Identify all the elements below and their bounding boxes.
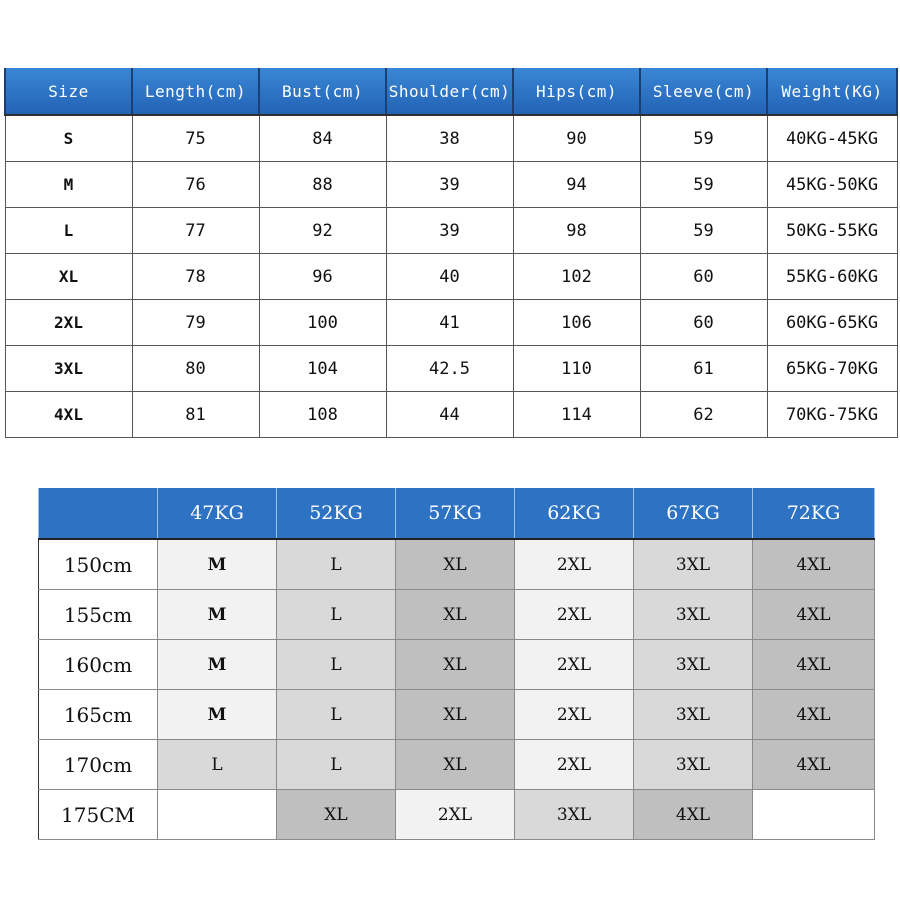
- table-row: [39, 740, 875, 790]
- table-row: [5, 254, 897, 300]
- size-recommendation-cell: XL: [277, 790, 396, 840]
- sleeve-cell: 59: [640, 115, 767, 162]
- table-row: [5, 300, 897, 346]
- size-recommendation-cell: 3XL: [634, 740, 753, 790]
- size-label-cell: 4XL: [5, 392, 132, 438]
- size-recommendation-cell: 4XL: [753, 539, 875, 590]
- table-row: [5, 208, 897, 254]
- weight-cell: 65KG-70KG: [767, 346, 897, 392]
- table-row: [39, 539, 875, 590]
- height-label-cell: 150cm: [39, 539, 158, 590]
- bust-cell: 108: [259, 392, 386, 438]
- size-chart-table: [4, 68, 898, 438]
- size-recommendation-cell: M: [158, 690, 277, 740]
- size-recommendation-cell: 4XL: [753, 690, 875, 740]
- weight-header: 47KG: [158, 488, 277, 539]
- weight-header-row: [39, 488, 875, 539]
- height-label-cell: 165cm: [39, 690, 158, 740]
- size-recommendation-cell: 4XL: [753, 590, 875, 640]
- height-label-cell: 175CM: [39, 790, 158, 840]
- height-label-cell: 155cm: [39, 590, 158, 640]
- weight-cell: 45KG-50KG: [767, 162, 897, 208]
- weight-header: 72KG: [753, 488, 875, 539]
- hips-cell: 90: [513, 115, 640, 162]
- weight-header: 52KG: [277, 488, 396, 539]
- length-cell: 76: [132, 162, 259, 208]
- size-recommendation-cell: 3XL: [634, 539, 753, 590]
- size-recommendation-cell: 2XL: [515, 590, 634, 640]
- size-label-cell: L: [5, 208, 132, 254]
- size-recommendation-cell: XL: [396, 590, 515, 640]
- table-row: [5, 346, 897, 392]
- length-cell: 80: [132, 346, 259, 392]
- size-recommendation-cell: 3XL: [634, 640, 753, 690]
- size-chart-header-row: [5, 68, 897, 115]
- size-label-cell: S: [5, 115, 132, 162]
- weight-header: 62KG: [515, 488, 634, 539]
- size-recommendation-cell: XL: [396, 640, 515, 690]
- hips-cell: 106: [513, 300, 640, 346]
- sleeve-cell: 59: [640, 162, 767, 208]
- size-chart-header: Hips(cm): [513, 68, 640, 115]
- size-recommendation-cell: 2XL: [515, 640, 634, 690]
- size-recommendation-cell: L: [277, 740, 396, 790]
- size-chart-header: Bust(cm): [259, 68, 386, 115]
- weight-cell: 70KG-75KG: [767, 392, 897, 438]
- length-cell: 77: [132, 208, 259, 254]
- table-row: [39, 590, 875, 640]
- hips-cell: 98: [513, 208, 640, 254]
- hips-cell: 102: [513, 254, 640, 300]
- size-recommendation-cell: L: [277, 539, 396, 590]
- corner-header: [39, 488, 158, 539]
- size-recommendation-cell: XL: [396, 740, 515, 790]
- size-chart-header: Sleeve(cm): [640, 68, 767, 115]
- table-row: [5, 115, 897, 162]
- weight-cell: 55KG-60KG: [767, 254, 897, 300]
- weight-cell: 50KG-55KG: [767, 208, 897, 254]
- table-row: [5, 162, 897, 208]
- size-recommendation-cell: 3XL: [515, 790, 634, 840]
- size-recommendation-cell: L: [277, 690, 396, 740]
- size-recommendation-cell: L: [277, 590, 396, 640]
- size-recommendation-cell: M: [158, 539, 277, 590]
- table-row: [39, 690, 875, 740]
- size-recommendation-cell: [158, 790, 277, 840]
- size-recommendation-cell: 3XL: [634, 690, 753, 740]
- length-cell: 81: [132, 392, 259, 438]
- size-chart-header: Weight(KG): [767, 68, 897, 115]
- sleeve-cell: 60: [640, 254, 767, 300]
- hips-cell: 94: [513, 162, 640, 208]
- bust-cell: 84: [259, 115, 386, 162]
- sleeve-cell: 59: [640, 208, 767, 254]
- weight-header: 67KG: [634, 488, 753, 539]
- shoulder-cell: 39: [386, 162, 513, 208]
- length-cell: 78: [132, 254, 259, 300]
- shoulder-cell: 39: [386, 208, 513, 254]
- weight-cell: 60KG-65KG: [767, 300, 897, 346]
- size-recommendation-cell: M: [158, 640, 277, 690]
- bust-cell: 88: [259, 162, 386, 208]
- size-recommendation-cell: 2XL: [515, 740, 634, 790]
- weight-header: 57KG: [396, 488, 515, 539]
- table-row: [5, 392, 897, 438]
- size-recommendation-cell: 2XL: [396, 790, 515, 840]
- bust-cell: 104: [259, 346, 386, 392]
- height-label-cell: 170cm: [39, 740, 158, 790]
- bust-cell: 100: [259, 300, 386, 346]
- shoulder-cell: 44: [386, 392, 513, 438]
- size-label-cell: 3XL: [5, 346, 132, 392]
- size-recommendation-cell: XL: [396, 690, 515, 740]
- size-chart-header: Size: [5, 68, 132, 115]
- shoulder-cell: 41: [386, 300, 513, 346]
- size-recommendation-cell: M: [158, 590, 277, 640]
- size-chart-header: Length(cm): [132, 68, 259, 115]
- size-recommendation-cell: 3XL: [634, 590, 753, 640]
- size-recommendation-cell: 4XL: [753, 740, 875, 790]
- height-weight-chart-table: [38, 488, 875, 840]
- table-row: [39, 640, 875, 690]
- size-recommendation-cell: L: [277, 640, 396, 690]
- shoulder-cell: 42.5: [386, 346, 513, 392]
- shoulder-cell: 40: [386, 254, 513, 300]
- length-cell: 75: [132, 115, 259, 162]
- bust-cell: 92: [259, 208, 386, 254]
- sleeve-cell: 62: [640, 392, 767, 438]
- size-label-cell: M: [5, 162, 132, 208]
- size-chart-header: Shoulder(cm): [386, 68, 513, 115]
- height-label-cell: 160cm: [39, 640, 158, 690]
- weight-cell: 40KG-45KG: [767, 115, 897, 162]
- size-label-cell: XL: [5, 254, 132, 300]
- size-recommendation-cell: 4XL: [634, 790, 753, 840]
- size-label-cell: 2XL: [5, 300, 132, 346]
- size-recommendation-cell: 2XL: [515, 690, 634, 740]
- sleeve-cell: 60: [640, 300, 767, 346]
- size-recommendation-cell: L: [158, 740, 277, 790]
- length-cell: 79: [132, 300, 259, 346]
- hips-cell: 110: [513, 346, 640, 392]
- bust-cell: 96: [259, 254, 386, 300]
- size-recommendation-cell: 2XL: [515, 539, 634, 590]
- size-recommendation-cell: 4XL: [753, 640, 875, 690]
- hips-cell: 114: [513, 392, 640, 438]
- shoulder-cell: 38: [386, 115, 513, 162]
- table-row: [39, 790, 875, 840]
- sleeve-cell: 61: [640, 346, 767, 392]
- size-recommendation-cell: [753, 790, 875, 840]
- size-recommendation-cell: XL: [396, 539, 515, 590]
